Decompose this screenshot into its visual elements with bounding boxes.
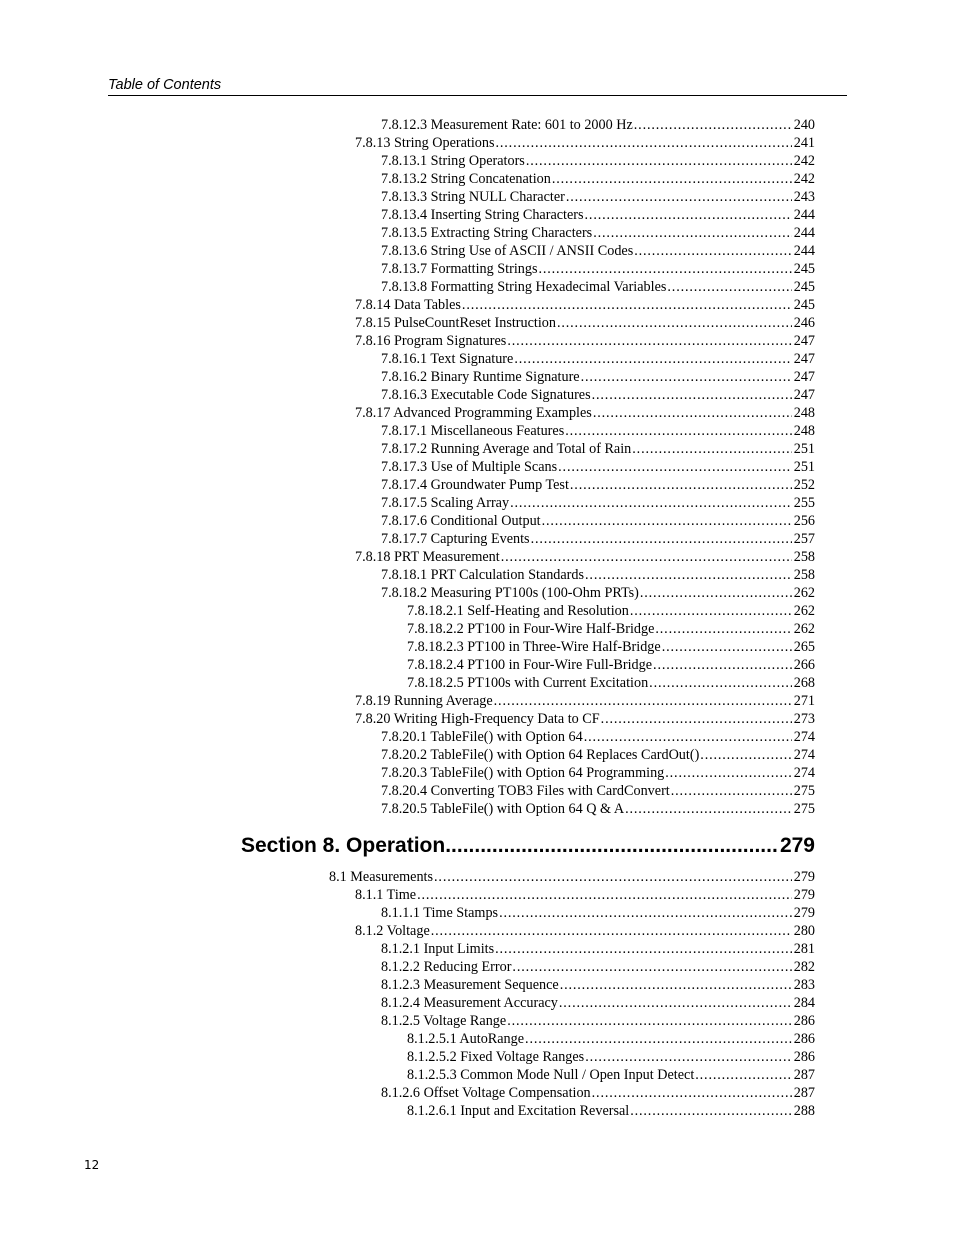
dot-leader	[499, 904, 792, 922]
toc-entry-title: 8.1.2.5 Voltage Range	[381, 1013, 507, 1029]
dot-leader	[585, 206, 792, 224]
toc-entry-page: 251	[793, 459, 815, 475]
toc-entry-page: 282	[793, 959, 815, 975]
running-header-title: Table of Contents	[108, 77, 222, 93]
dot-leader	[558, 458, 792, 476]
toc-entry-page: 240	[793, 117, 815, 133]
toc-entry[interactable]	[407, 1048, 815, 1066]
toc-entry[interactable]	[381, 1012, 815, 1030]
toc-entry[interactable]	[407, 674, 815, 692]
dot-leader	[496, 134, 792, 152]
dot-leader	[634, 242, 791, 260]
toc-entry[interactable]	[355, 710, 815, 728]
toc-entry-title: 7.8.17.2 Running Average and Total of Rain	[381, 441, 632, 457]
toc-entry-title: 7.8.17.1 Miscellaneous Features	[381, 423, 565, 439]
toc-entry-page: 280	[793, 923, 815, 939]
toc-entry-title: 7.8.17 Advanced Programming Examples	[355, 405, 592, 421]
toc-entry[interactable]	[381, 458, 815, 476]
dot-leader	[494, 692, 792, 710]
toc-entry[interactable]	[407, 620, 815, 638]
dot-leader	[655, 620, 791, 638]
dot-leader	[625, 800, 792, 818]
dot-leader	[630, 1102, 791, 1120]
toc-entry-title: 7.8.13.2 String Concatenation	[381, 171, 551, 187]
section-title: Section 8. Operation	[241, 834, 446, 857]
toc-entry-title: 7.8.20.1 TableFile() with Option 64	[381, 729, 583, 745]
toc-upper-list	[355, 116, 815, 818]
toc-entry-page: 244	[793, 207, 815, 223]
toc-entry-page: 279	[793, 905, 815, 921]
toc-entry[interactable]	[407, 1030, 815, 1048]
toc-entry[interactable]	[381, 278, 815, 296]
toc-entry-page: 245	[793, 279, 815, 295]
toc-entry[interactable]	[381, 530, 815, 548]
toc-entry-page: 275	[793, 783, 815, 799]
toc-entry-title: 7.8.17.5 Scaling Array	[381, 495, 510, 511]
toc-entry[interactable]	[407, 656, 815, 674]
toc-entry-title: 8.1.1.1 Time Stamps	[381, 905, 499, 921]
toc-entry-page: 247	[793, 351, 815, 367]
toc-entry-page: 248	[793, 423, 815, 439]
toc-entry-title: 7.8.17.7 Capturing Events	[381, 531, 530, 547]
dot-leader	[514, 350, 791, 368]
toc-entry[interactable]	[381, 152, 815, 170]
toc-entry-page: 247	[793, 387, 815, 403]
toc-entry-title: 8.1 Measurements	[329, 869, 434, 885]
toc-entry-title: 8.1.2.6 Offset Voltage Compensation	[381, 1085, 591, 1101]
toc-entry-page: 244	[793, 225, 815, 241]
toc-entry[interactable]	[381, 440, 815, 458]
toc-lower-list	[329, 868, 815, 1120]
toc-entry-page: 288	[793, 1103, 815, 1119]
toc-entry-title: 7.8.14 Data Tables	[355, 297, 461, 313]
toc-entry-page: 268	[793, 675, 815, 691]
toc-entry-title: 7.8.16.2 Binary Runtime Signature	[381, 369, 580, 385]
toc-entry-title: 7.8.13.5 Extracting String Characters	[381, 225, 593, 241]
toc-entry[interactable]	[407, 1102, 815, 1120]
toc-entry[interactable]	[381, 746, 815, 764]
dot-leader	[640, 584, 792, 602]
toc-entry-page: 286	[793, 1013, 815, 1029]
toc-entry-page: 252	[793, 477, 815, 493]
dot-leader	[445, 831, 778, 861]
toc-entry-title: 7.8.18.2.4 PT100 in Four-Wire Full-Bridge	[407, 657, 653, 673]
toc-entry-page: 242	[793, 153, 815, 169]
toc-entry-title: 7.8.18 PRT Measurement	[355, 549, 500, 565]
dot-leader	[512, 958, 791, 976]
toc-entry[interactable]	[355, 922, 815, 940]
dot-leader	[510, 494, 792, 512]
toc-entry-title: 8.1.1 Time	[355, 887, 417, 903]
dot-leader	[700, 746, 791, 764]
toc-entry-page: 281	[793, 941, 815, 957]
toc-entry-title: 7.8.13.8 Formatting String Hexadecimal Variables	[381, 279, 667, 295]
toc-entry[interactable]	[381, 260, 815, 278]
toc-entry-page: 244	[793, 243, 815, 259]
toc-entry-title: 7.8.13.1 String Operators	[381, 153, 525, 169]
toc-entry-page: 274	[793, 747, 815, 763]
toc-entry-page: 286	[793, 1031, 815, 1047]
toc-entry-page: 255	[793, 495, 815, 511]
toc-entry-page: 246	[793, 315, 815, 331]
dot-leader	[634, 116, 792, 134]
dot-leader	[560, 976, 792, 994]
toc-entry-page: 262	[793, 603, 815, 619]
toc-entry-title: 7.8.16.3 Executable Code Signatures	[381, 387, 591, 403]
dot-leader	[601, 710, 792, 728]
toc-entry[interactable]	[355, 296, 815, 314]
toc-entry-title: 7.8.20.2 TableFile() with Option 64 Replaces CardOut()	[381, 747, 700, 763]
toc-entry-page: 287	[793, 1067, 815, 1083]
dot-leader	[565, 422, 792, 440]
toc-entry[interactable]	[381, 422, 815, 440]
toc-entry[interactable]	[381, 800, 815, 818]
dot-leader	[649, 674, 792, 692]
toc-entry[interactable]	[329, 868, 815, 886]
toc-entry[interactable]	[381, 170, 815, 188]
dot-leader	[495, 940, 792, 958]
toc-entry[interactable]	[381, 976, 815, 994]
toc-entry-page: 274	[793, 729, 815, 745]
toc-entry-title: 7.8.18.1 PRT Calculation Standards	[381, 567, 585, 583]
toc-entry-page: 287	[793, 1085, 815, 1101]
dot-leader	[584, 728, 792, 746]
toc-entry[interactable]	[381, 224, 815, 242]
toc-entry-title: 8.1.2.5.2 Fixed Voltage Ranges	[407, 1049, 585, 1065]
dot-leader	[653, 656, 792, 674]
dot-leader	[566, 188, 792, 206]
toc-entry[interactable]	[381, 350, 815, 368]
toc-entry-title: 7.8.17.4 Groundwater Pump Test	[381, 477, 569, 493]
toc-entry-title: 7.8.16 Program Signatures	[355, 333, 507, 349]
toc-entry[interactable]	[381, 206, 815, 224]
toc-entry-title: 7.8.12.3 Measurement Rate: 601 to 2000 Hz	[381, 117, 633, 133]
toc-entry-title: 7.8.15 PulseCountReset Instruction	[355, 315, 556, 331]
toc-entry-title: 7.8.16.1 Text Signature	[381, 351, 514, 367]
toc-entry[interactable]	[355, 692, 815, 710]
dot-leader	[695, 1066, 791, 1084]
toc-entry-title: 7.8.13.4 Inserting String Characters	[381, 207, 584, 223]
dot-leader	[538, 260, 791, 278]
toc-entry[interactable]	[381, 566, 815, 584]
toc-entry-title: 7.8.17.3 Use of Multiple Scans	[381, 459, 558, 475]
dot-leader	[671, 782, 792, 800]
toc-entry-page: 266	[793, 657, 815, 673]
toc-entry-title: 8.1.2.6.1 Input and Excitation Reversal	[407, 1103, 630, 1119]
toc-entry-title: 8.1.2.4 Measurement Accuracy	[381, 995, 558, 1011]
running-header	[108, 76, 847, 96]
dot-leader	[501, 548, 792, 566]
toc-entry-title: 7.8.18.2.3 PT100 in Three-Wire Half-Bridge	[407, 639, 661, 655]
toc-entry[interactable]	[381, 494, 815, 512]
toc-entry-title: 7.8.18.2 Measuring PT100s (100-Ohm PRTs)	[381, 585, 639, 601]
toc-entry-page: 257	[793, 531, 815, 547]
toc-entry[interactable]	[355, 314, 815, 332]
toc-entry-page: 286	[793, 1049, 815, 1065]
toc-entry-page: 245	[793, 297, 815, 313]
dot-leader	[630, 602, 792, 620]
toc-entry[interactable]	[381, 368, 815, 386]
toc-entry-page: 243	[793, 189, 815, 205]
toc-entry-page: 258	[793, 567, 815, 583]
dot-leader	[525, 1030, 792, 1048]
dot-leader	[552, 170, 792, 188]
dot-leader	[507, 332, 791, 350]
toc-entry[interactable]	[407, 1066, 815, 1084]
toc-entry-title: 7.8.20.4 Converting TOB3 Files with CardConvert	[381, 783, 670, 799]
toc-entry-page: 251	[793, 441, 815, 457]
toc-entry-page: 265	[793, 639, 815, 655]
toc-entry-page: 275	[793, 801, 815, 817]
toc-entry[interactable]	[381, 728, 815, 746]
dot-leader	[662, 638, 792, 656]
toc-entry-title: 7.8.13 String Operations	[355, 135, 495, 151]
toc-entry[interactable]	[381, 116, 815, 134]
dot-leader	[431, 922, 792, 940]
toc-entry[interactable]	[381, 386, 815, 404]
toc-entry[interactable]	[381, 994, 815, 1012]
dot-leader	[593, 224, 792, 242]
toc-entry-title: 7.8.20.3 TableFile() with Option 64 Programming	[381, 765, 665, 781]
toc-entry[interactable]	[407, 602, 815, 620]
toc-entry-title: 8.1.2.5.3 Common Mode Null / Open Input Detect	[407, 1067, 695, 1083]
dot-leader	[559, 994, 792, 1012]
dot-leader	[526, 152, 792, 170]
toc-entry-title: 8.1.2.5.1 AutoRange	[407, 1031, 525, 1047]
dot-leader	[665, 764, 791, 782]
toc-entry-title: 7.8.13.3 String NULL Character	[381, 189, 565, 205]
toc-entry[interactable]	[381, 782, 815, 800]
dot-leader	[557, 314, 792, 332]
toc-entry[interactable]	[381, 242, 815, 260]
toc-entry-title: 8.1.2.2 Reducing Error	[381, 959, 512, 975]
toc-entry[interactable]	[381, 188, 815, 206]
toc-entry-title: 7.8.13.7 Formatting Strings	[381, 261, 538, 277]
toc-entry-page: 273	[793, 711, 815, 727]
toc-entry[interactable]	[355, 548, 815, 566]
dot-leader	[667, 278, 791, 296]
toc-entry-title: 7.8.20.5 TableFile() with Option 64 Q & A	[381, 801, 625, 817]
toc-entry[interactable]	[355, 332, 815, 350]
toc-entry[interactable]	[381, 958, 815, 976]
toc-entry[interactable]	[381, 476, 815, 494]
toc-entry[interactable]	[381, 1084, 815, 1102]
toc-entry-page: 271	[793, 693, 815, 709]
page-number: 12	[84, 1158, 100, 1172]
toc-entry-page: 248	[793, 405, 815, 421]
toc-entry[interactable]	[407, 638, 815, 656]
toc-entry-page: 279	[793, 887, 815, 903]
dot-leader	[585, 566, 792, 584]
dot-leader	[593, 404, 792, 422]
toc-section-heading[interactable]	[241, 831, 815, 861]
toc-entry[interactable]	[381, 584, 815, 602]
toc-entry-title: 8.1.2.3 Measurement Sequence	[381, 977, 559, 993]
toc-entry-page: 247	[793, 333, 815, 349]
toc-entry-page: 242	[793, 171, 815, 187]
toc-entry-title: 7.8.20 Writing High-Frequency Data to CF	[355, 711, 600, 727]
toc-entry[interactable]	[381, 764, 815, 782]
toc-entry-page: 245	[793, 261, 815, 277]
toc-entry-title: 8.1.2 Voltage	[355, 923, 430, 939]
toc-entry-page: 247	[793, 369, 815, 385]
toc-entry-title: 7.8.13.6 String Use of ASCII / ANSII Codes	[381, 243, 634, 259]
toc-entry[interactable]	[381, 940, 815, 958]
dot-leader	[542, 512, 792, 530]
toc-entry[interactable]	[355, 886, 815, 904]
toc-entry[interactable]	[355, 134, 815, 152]
toc-entry-title: 7.8.18.2.2 PT100 in Four-Wire Half-Bridge	[407, 621, 655, 637]
toc-entry-page: 274	[793, 765, 815, 781]
dot-leader	[462, 296, 792, 314]
toc-entry[interactable]	[381, 512, 815, 530]
toc-entry-title: 7.8.18.2.5 PT100s with Current Excitation	[407, 675, 649, 691]
dot-leader	[417, 886, 792, 904]
dot-leader	[570, 476, 792, 494]
dot-leader	[581, 368, 792, 386]
toc-entry-page: 284	[793, 995, 815, 1011]
dot-leader	[531, 530, 792, 548]
dot-leader	[434, 868, 792, 886]
toc-entry-title: 7.8.17.6 Conditional Output	[381, 513, 541, 529]
dot-leader	[632, 440, 791, 458]
toc-entry-page: 256	[793, 513, 815, 529]
dot-leader	[592, 386, 792, 404]
dot-leader	[585, 1048, 792, 1066]
toc-entry-page: 262	[793, 585, 815, 601]
section-page: 279	[779, 834, 815, 857]
toc-entry-page: 279	[793, 869, 815, 885]
toc-entry-title: 7.8.18.2.1 Self-Heating and Resolution	[407, 603, 629, 619]
dot-leader	[507, 1012, 792, 1030]
toc-entry[interactable]	[381, 904, 815, 922]
toc-entry-title: 8.1.2.1 Input Limits	[381, 941, 495, 957]
toc-entry-page: 283	[793, 977, 815, 993]
toc-entry-page: 262	[793, 621, 815, 637]
toc-entry-title: 7.8.19 Running Average	[355, 693, 493, 709]
toc-entry[interactable]	[355, 404, 815, 422]
toc-entry-page: 258	[793, 549, 815, 565]
toc-entry-page: 241	[793, 135, 815, 151]
dot-leader	[592, 1084, 792, 1102]
